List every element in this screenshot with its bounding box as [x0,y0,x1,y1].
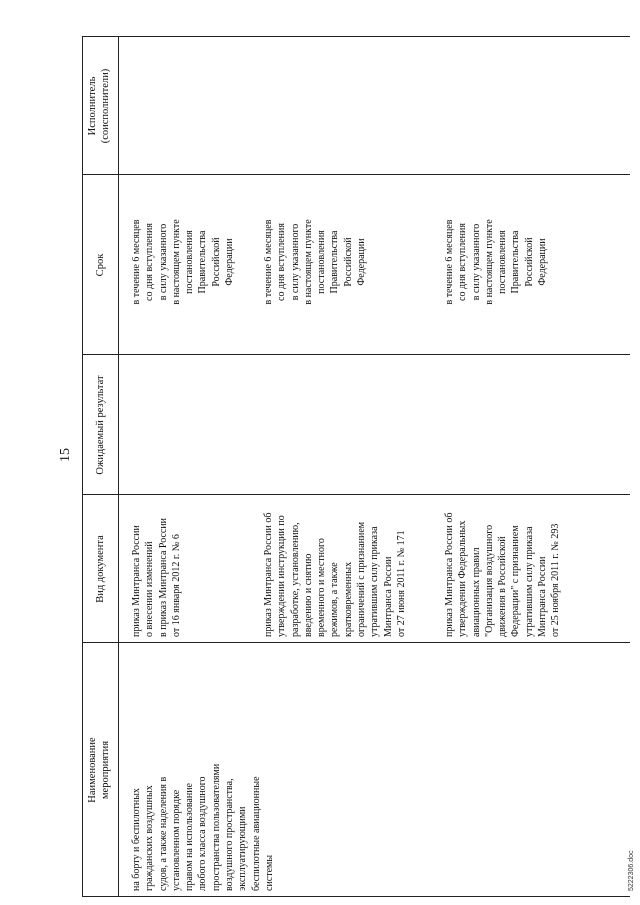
document-line: авиационных правил [470,547,482,637]
document-line: движения в Российской [497,536,509,637]
term-line: Правительства [510,230,522,294]
page-number: 15 [58,448,73,462]
document-line: утратившим силу приказа [369,526,381,637]
event-name-line: установленном порядке [170,789,182,891]
document-line: Федерации" с признанием [510,525,522,637]
document-line: утратившим силу приказа [523,526,535,637]
row1-document-cell [130,518,183,637]
document-line: от 25 ноября 2011 г. № 293 [550,523,562,637]
event-name-line: беспилотные авиационные [250,776,262,891]
document-line: о внесении изменений [144,541,156,637]
document-line: Минтранса России [537,556,549,637]
header-col4: Срок [95,253,106,277]
term-line: в силу указанного [289,223,301,301]
term-line: в течение 6 месяцев [263,219,274,305]
row3-document-cell [443,513,563,637]
event-name-line: гражданских воздушных [144,785,156,891]
document-line: утверждении инструкции по [276,515,288,637]
term-line: Федерации [224,238,236,286]
term-line: в силу указанного [157,223,169,301]
event-name-cell [130,764,276,891]
document-line: приказ Минтранса России об [263,512,274,637]
term-line: постановления [497,230,509,294]
term-line: в настоящем пункте [483,219,495,305]
term-line: в настоящем пункте [170,219,182,305]
document-line: в приказ Минтранса России [157,517,169,637]
term-line: постановления [184,230,196,294]
row2-term-cell [262,179,368,345]
document-line: от 16 января 2012 г. № 6 [170,534,182,637]
term-line: Правительства [197,230,209,294]
row2-document-cell [262,513,408,637]
document-line: ограничений с признанием [356,521,368,637]
header-col5 [86,37,112,175]
header-bottom-border [118,37,119,897]
row3-term-cell [443,179,549,345]
term-line: в течение 6 месяцев [444,219,455,305]
header-col1-line1: Наименование [87,737,98,803]
document-line: Минтранса России [382,556,394,637]
table-right-border [82,36,630,37]
term-line: Правительства [329,230,341,294]
term-line: Федерации [356,238,368,286]
term-line: Федерации [537,238,549,286]
event-name-line: правом на использование [184,783,196,891]
document-line: введению и снятию [302,553,314,637]
event-name-line: пространства пользователями [210,763,222,891]
document-line: кратковременных [342,561,354,637]
term-line: в силу указанного [470,223,482,301]
header-col3: Ожидаемый результат [95,375,106,475]
header-col1-line2: мероприятия [100,740,111,800]
event-name-line: судов, а также наделения в [157,776,169,891]
term-line: в настоящем пункте [302,219,314,305]
document-line: "Организация воздушного [483,524,495,637]
table-left-border [82,896,630,897]
row1-term-cell [130,179,236,345]
event-name-line: эксплуатирующими [237,806,249,891]
header-col5-line1: Исполнитель [87,76,98,136]
document-line: временного и местного [316,538,328,637]
document-line: приказ Минтранса России [131,525,142,637]
document-line: режимов, а также [329,562,341,637]
column-divider-1 [82,642,630,643]
term-line: со дня вступления [457,223,469,301]
term-line: постановления [316,230,328,294]
document-line: разработке, установлению, [289,522,301,637]
term-line: со дня вступления [144,223,156,301]
footer-file-code: 5222306.doc [628,850,635,891]
header-col1 [86,643,112,897]
term-line: Российской [210,237,222,287]
document-line: утверждении Федеральных [457,520,469,637]
term-line: со дня вступления [276,223,288,301]
event-name-line: на борту и беспилотных [131,788,142,891]
column-divider-3 [82,354,630,355]
header-col2: Вид документа [95,535,106,603]
table-top-border [82,37,83,897]
event-name-line: системы [263,854,275,891]
term-line: Российской [342,237,354,287]
document-line: приказ Минтранса России об [444,512,455,637]
term-line: в течение 6 месяцев [131,219,142,305]
term-line: Российской [523,237,535,287]
event-name-line: воздушного пространства, [224,778,236,891]
document-line: от 27 июня 2011 г. № 171 [395,530,407,637]
header-col5-line2: (соисполнители) [100,68,111,144]
column-divider-4 [82,174,630,175]
column-divider-2 [82,494,630,495]
event-name-line: любого класса воздушного [197,776,209,891]
